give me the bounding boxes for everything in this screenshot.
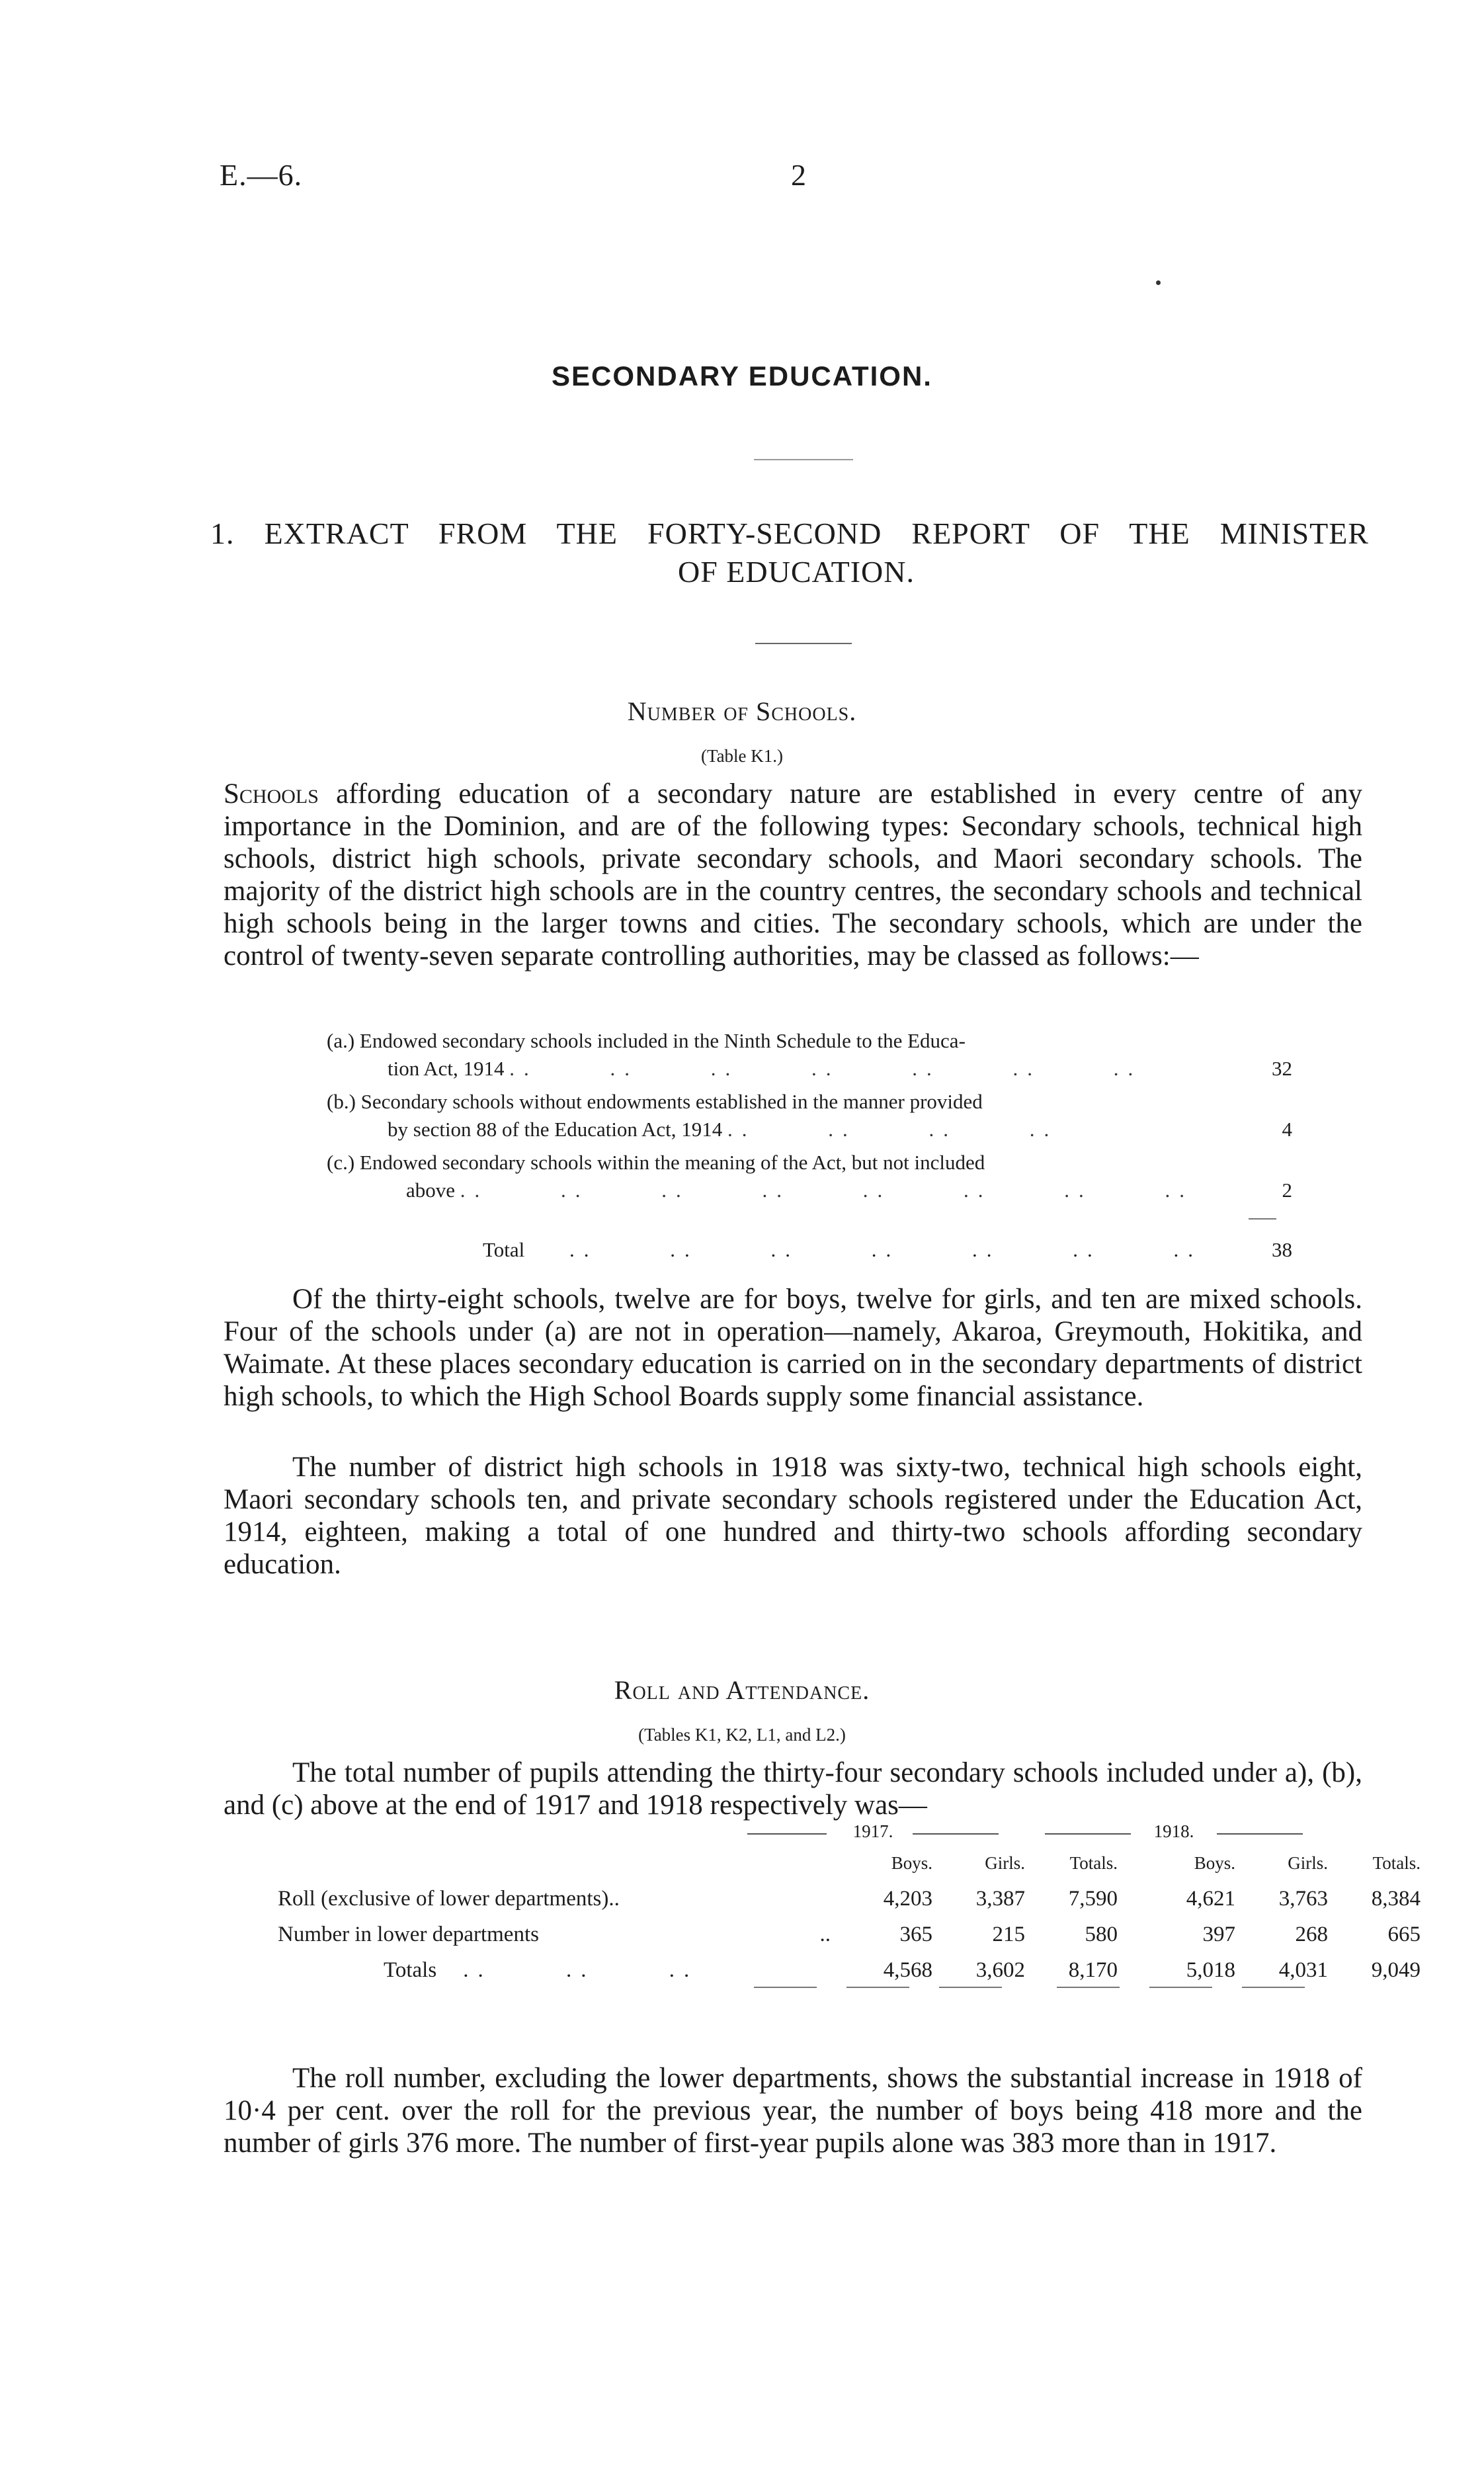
leader-dots: .. .. .. .. .. .. .. (509, 1057, 1143, 1080)
table-cell: 3,763 (1278, 1886, 1328, 1911)
paragraph-text: affording education of a secondary nature are established in every centre of any importance in the Dominion, and are of the following types: Secondary schools, technical high schools, district high schools, private secondary schools, and Maori secondary schools. The majority of the district high schools are in the country centres, the secondary schools and technical high schools being in the larger towns and cities. The secondary schools, which are under the control of twenty-seven separate controlling authorities, may be classed as follows:— (224, 778, 1362, 972)
section-title-line-2: OF EDUCATION. (678, 555, 915, 589)
school-class-list (327, 1027, 1292, 1204)
year-label: 1918. (1153, 1821, 1194, 1841)
sum-rule (754, 1987, 817, 1988)
sum-rule (846, 1987, 909, 1988)
leader-dots: .. .. .. .. (727, 1118, 1059, 1141)
total-row (483, 1238, 1292, 1262)
list-item-value: 2 (1282, 1179, 1292, 1202)
paragraph: The roll number, excluding the lower departments, shows the substantial increase in 1918 of 10·4 per cent. over the roll for the previous year, the number of boys being 418 more and the number of girls 376 more. The number of first-year pupils alone was 383 more than in 1917. (224, 2063, 1362, 2159)
table-header-row (278, 1845, 1421, 1881)
totals-label: Totals (384, 1958, 437, 1982)
paragraph (224, 778, 1362, 972)
column-header: Totals. (1372, 1852, 1421, 1873)
section-title (210, 515, 1369, 591)
column-header: Boys. (891, 1852, 932, 1873)
table-row (278, 1917, 1421, 1952)
list-item-value: 4 (1282, 1118, 1292, 1141)
roll-table (278, 1845, 1421, 1988)
table-reference: (Table K1.) (700, 746, 784, 766)
section-title-line-1: 1. EXTRACT FROM THE FORTY-SECOND REPORT OF THE MINISTER (210, 517, 1369, 550)
subsection-heading: Number of Schools. (627, 696, 857, 726)
list-item-text: (b.) Secondary schools without endowments established in the manner provided (327, 1090, 983, 1113)
table-cell: 7,590 (1068, 1886, 1118, 1911)
sum-rule (1242, 1987, 1305, 1988)
list-item-text: (a.) Endowed secondary schools included in the Ninth Schedule to the Educa- (327, 1029, 966, 1052)
print-speck (1156, 280, 1161, 285)
table-row (278, 1881, 1421, 1917)
table-cell: 3,387 (975, 1886, 1025, 1911)
list-item-text-cont: above (406, 1179, 456, 1202)
page-title: SECONDARY EDUCATION. (552, 360, 932, 392)
sum-rule (1149, 1987, 1212, 1988)
page-number: 2 (791, 158, 806, 192)
column-header: Girls. (1288, 1852, 1328, 1873)
divider-rule (754, 459, 853, 460)
table-cell: 8,384 (1371, 1886, 1421, 1911)
totals-row (278, 1952, 1421, 1988)
list-item (327, 1149, 1292, 1204)
list-item-text-cont: tion Act, 1914 (388, 1057, 505, 1080)
table-reference: (Tables K1, K2, L1, and L2.) (638, 1725, 846, 1745)
list-item-text: (c.) Endowed secondary schools within the meaning of the Act, but not included (327, 1151, 985, 1174)
leader-dots: .. .. .. .. .. .. .. (569, 1238, 1203, 1261)
list-item (327, 1027, 1292, 1083)
column-header: Girls. (985, 1852, 1025, 1873)
column-header: Boys. (1194, 1852, 1235, 1873)
row-label: Number in lower departments (278, 1922, 539, 1946)
list-item-value: 32 (1272, 1057, 1292, 1080)
list-item (327, 1088, 1292, 1143)
table-cell: 215 (992, 1922, 1025, 1946)
document-code: E.—6. (220, 158, 303, 192)
row-label: Roll (exclusive of lower departments).. (278, 1886, 620, 1911)
paragraph: Of the thirty-eight schools, twelve are for boys, twelve for girls, and ten are mixed schools. Four of the schools under (a) are not in operation—namely, Akaroa, Greymouth, Hokitika, and Waimate. At these places secondary education is carried on in the secondary departments of district high schools, to which the High School Boards supply some financial assistance. (224, 1284, 1362, 1412)
table-cell: 3,602 (975, 1958, 1025, 1982)
total-value: 38 (1272, 1238, 1292, 1261)
paragraph: The total number of pupils attending the thirty-four secondary schools included under a), (b), and (c) above at the end of 1917 and 1918 respectively was— (224, 1757, 1362, 1821)
leader-dots: .. .. .. (463, 1958, 699, 1982)
divider-rule (755, 643, 852, 644)
paragraph: The number of district high schools in 1918 was sixty-two, technical high schools eight, Maori secondary schools ten, and private secondary schools registered under the Education Act, 1914, eighteen, making a total of one hundred and thirty-two schools affording secondary education. (224, 1452, 1362, 1580)
table-cell: 4,568 (883, 1958, 932, 1982)
year-label: 1917. (852, 1821, 893, 1841)
table-cell: 4,031 (1278, 1958, 1328, 1982)
table-cell: 4,621 (1186, 1886, 1235, 1911)
table-cell: 580 (1085, 1922, 1118, 1946)
table-cell: 397 (1202, 1922, 1235, 1946)
year-header-1917 (734, 1821, 1012, 1842)
total-label: Total (483, 1238, 525, 1261)
year-header-1918 (1032, 1821, 1316, 1842)
table-cell: 4,203 (883, 1886, 932, 1911)
table-cell: 365 (899, 1922, 932, 1946)
sum-rule (1249, 1218, 1276, 1220)
column-header: Totals. (1069, 1852, 1118, 1873)
table-cell: 9,049 (1371, 1958, 1421, 1982)
table-cell: 5,018 (1186, 1958, 1235, 1982)
table-cell: 268 (1295, 1922, 1328, 1946)
list-item-text-cont: by section 88 of the Education Act, 1914 (388, 1118, 723, 1141)
subsection-heading: Roll and Attendance. (614, 1675, 870, 1705)
leader-dots: .. (819, 1922, 831, 1946)
leader-dots: .. .. .. .. .. .. .. .. (460, 1179, 1194, 1202)
table-cell: 8,170 (1068, 1958, 1118, 1982)
paragraph-lead-word: Schools (224, 778, 319, 809)
sum-rule (1057, 1987, 1120, 1988)
sum-rule (939, 1987, 1002, 1988)
table-cell: 665 (1387, 1922, 1421, 1946)
